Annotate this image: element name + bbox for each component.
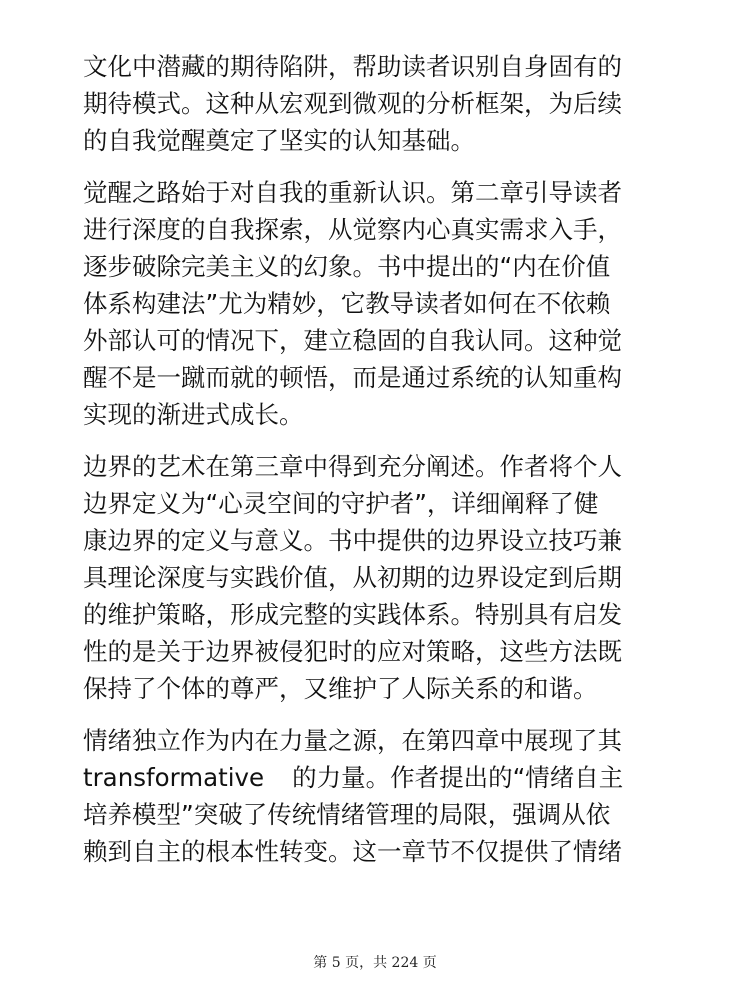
text-line: 逐步破除完美主义的幻象。书中提出的“内在价值 — [83, 252, 611, 281]
text-segment: 的力量。作者提出的“情绪自主 — [292, 763, 624, 792]
page-number-footer: 第 5 页，共 224 页 — [313, 955, 437, 971]
english-word: transformative — [83, 763, 265, 792]
document-body — [83, 48, 683, 885]
text-line: 文化中潜藏的期待陷阱，帮助读者识别自身固有的 — [83, 52, 622, 81]
text-line: 觉醒之路始于对自我的重新认识。第二章引导读者 — [83, 178, 622, 207]
text-line: 期待模式。这种从宏观到微观的分析框架，为后续 — [83, 89, 622, 118]
text-line: 赖到自主的根本性转变。这一章节不仅提供了情绪 — [83, 837, 622, 866]
text-line: 外部认可的情况下，建立稳固的自我认同。这种觉 — [83, 326, 622, 355]
text-line: 具理论深度与实践价值，从初期的边界设定到后期 — [83, 563, 622, 592]
paragraph-4 — [83, 722, 683, 870]
text-line: 边界的艺术在第三章中得到充分阐述。作者将个人 — [83, 452, 622, 481]
text-line: 体系构建法”尤为精妙，它教导读者如何在不依赖 — [83, 289, 611, 318]
paragraph-2 — [83, 174, 683, 433]
text-line: 的维护策略，形成完整的实践体系。特别具有启发 — [83, 600, 622, 629]
paragraph-1 — [83, 48, 683, 159]
text-line: 醒不是一蹴而就的顿悟，而是通过系统的认知重构 — [83, 363, 622, 392]
text-line: 性的是关于边界被侵犯时的应对策略，这些方法既 — [83, 637, 622, 666]
text-line: 康边界的定义与意义。书中提供的边界设立技巧兼 — [83, 526, 622, 555]
text-line: 保持了个体的尊严，又维护了人际关系的和谐。 — [83, 674, 598, 703]
text-line: 进行深度的自我探索，从觉察内心真实需求入手， — [83, 215, 622, 244]
text-line: 的自我觉醒奠定了坚实的认知基础。 — [83, 126, 475, 155]
text-line: 培养模型”突破了传统情绪管理的局限，强调从依 — [83, 800, 611, 829]
text-line: 边界定义为“心灵空间的守护者”，详细阐释了健 — [83, 489, 599, 518]
paragraph-3 — [83, 448, 683, 707]
text-line: 实现的渐进式成长。 — [83, 400, 304, 429]
text-line-mixed — [83, 759, 683, 796]
text-line: 情绪独立作为内在力量之源，在第四章中展现了其 — [83, 726, 622, 755]
